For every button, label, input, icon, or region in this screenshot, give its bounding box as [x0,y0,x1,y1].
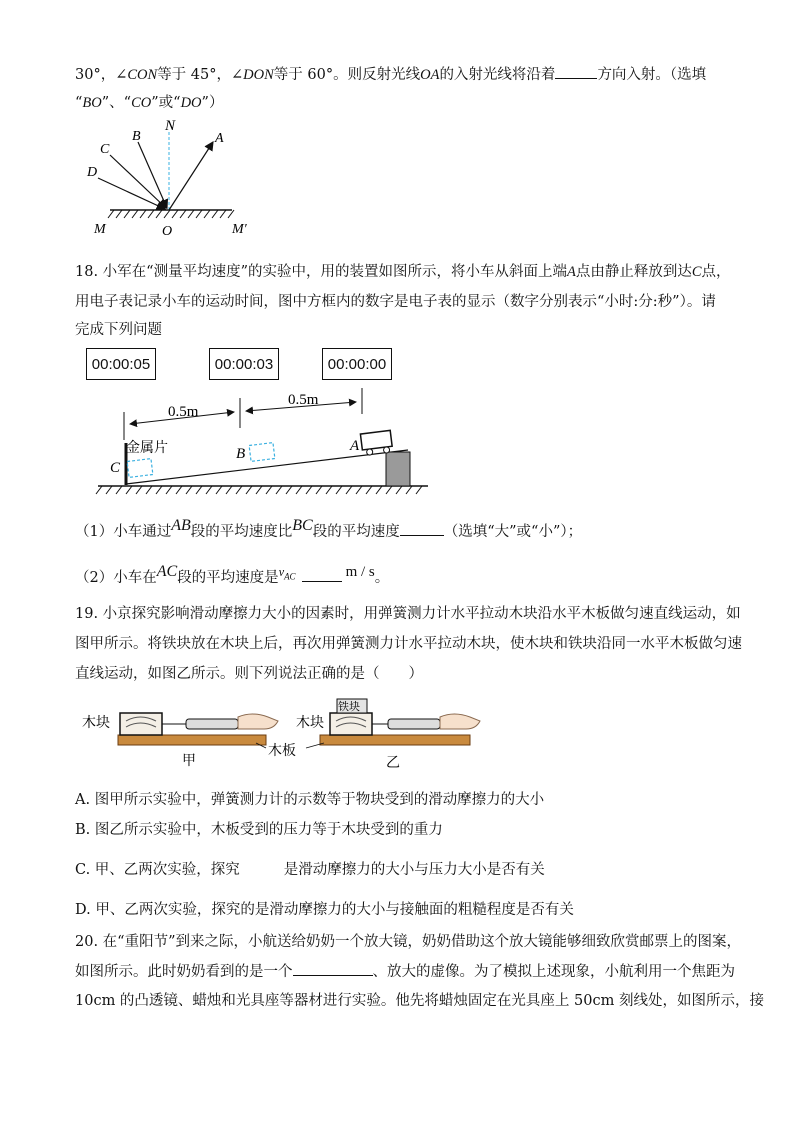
answer-blank[interactable] [293,961,373,976]
timer-c: 00:00:05 [86,348,156,380]
q18-text-line1: 18. 小军在“测量平均速度”的实验中，用的装置如图所示，将小车从斜面上端A点由静止释放到达C点， [75,264,731,280]
point-c-label: C [110,460,121,476]
q19-option-b[interactable]: B. 图乙所示实验中，木板受到的压力等于木块受到的重力 [75,822,443,838]
metal-plate-label: 金属片 [126,441,168,456]
q18-sub2: （2）小车在$^{AC}$段的平均速度是$^{v_{AC}}$ $^{m / s}$。 [75,563,390,586]
label-N: N [165,118,176,134]
friction-diagram [80,693,500,773]
q18-text-line2: 用电子表记录小车的运动时间，图中方框内的数字是电子表的显示（数字分别表示“小时:分:秒”）。请 [75,294,716,310]
distance-label-ba: 0.5m [288,392,319,408]
label-B: B [132,129,141,144]
timer-b: 00:00:03 [209,348,279,380]
figure-jia-label: 甲 [182,754,196,769]
q18-text-line3: 完成下列问题 [75,322,162,338]
label-O: O [162,224,173,239]
distance-label-cb: 0.5m [168,404,199,420]
figure-yi-label: 乙 [386,756,400,771]
answer-blank[interactable] [400,521,444,536]
q19-text-line1: 19. 小京探究影响滑动摩擦力大小的因素时，用弹簧测力计水平拉动木块沿水平木板做匀速直线运动，如 [75,606,741,622]
q19-text-line3: 直线运动，如图乙所示。则下列说法正确的是（ ） [75,666,423,682]
point-b-label: B [236,446,246,462]
block-label-left: 木块 [82,716,110,731]
label-A: A [215,131,224,146]
point-a-label: A [350,438,360,454]
label-C: C [100,142,110,157]
q18-sub1: （1）小车通过$^{AB}$段的平均速度比$^{BC}$段的平均速度 （选填“大”或“小”）； [75,517,583,540]
label-M-prime: M′ [232,222,247,237]
timer-a: 00:00:00 [322,348,392,380]
q17-text-line1: 30°，∠CON等于 45°，∠DON等于 60°。则反射光线OA的入射光线将沿着 方向入射。（选填 [75,64,706,85]
label-D: D [87,165,98,180]
iron-block-label: 铁块 [338,701,360,713]
q19-text-line2: 图甲所示。将铁块放在木块上后，再次用弹簧测力计水平拉动木块，使木块和铁块沿同一水平木板做匀速 [75,636,742,652]
q19-option-d[interactable]: D. 甲、乙两次实验，探究的是滑动摩擦力的大小与接触面的粗糙程度是否有关 [75,902,574,918]
reflection-diagram [80,118,280,243]
q17-text-line2: “BO”、“CO”或“DO”） [75,95,224,111]
label-M: M [94,222,106,237]
q20-text-line1: 20. 在“重阳节”到来之际，小航送给奶奶一个放大镜，奶奶借助这个放大镜能够细致欣赏邮票上的图案， [75,934,741,950]
answer-blank[interactable] [555,64,597,79]
block-label-right: 木块 [296,716,324,731]
q20-text-line3: 10cm 的凸透镜、蜡烛和光具座等器材进行实验。他先将蜡烛固定在光具座上 50cm 刻线处，如图所示，接 [75,993,764,1009]
answer-blank[interactable] [302,567,342,582]
board-label: 木板 [268,744,296,759]
q19-option-c[interactable]: C. 甲、乙两次实验，探究 是滑动摩擦力的大小与压力大小是否有关 [75,862,545,878]
q19-option-a[interactable]: A. 图甲所示实验中，弹簧测力计的示数等于物块受到的滑动摩擦力的大小 [75,792,545,808]
q20-text-line2: 如图所示。此时奶奶看到的是一个 、放大的虚像。为了模拟上述现象，小航利用一个焦距为 [75,961,735,982]
incline-diagram [90,388,440,498]
